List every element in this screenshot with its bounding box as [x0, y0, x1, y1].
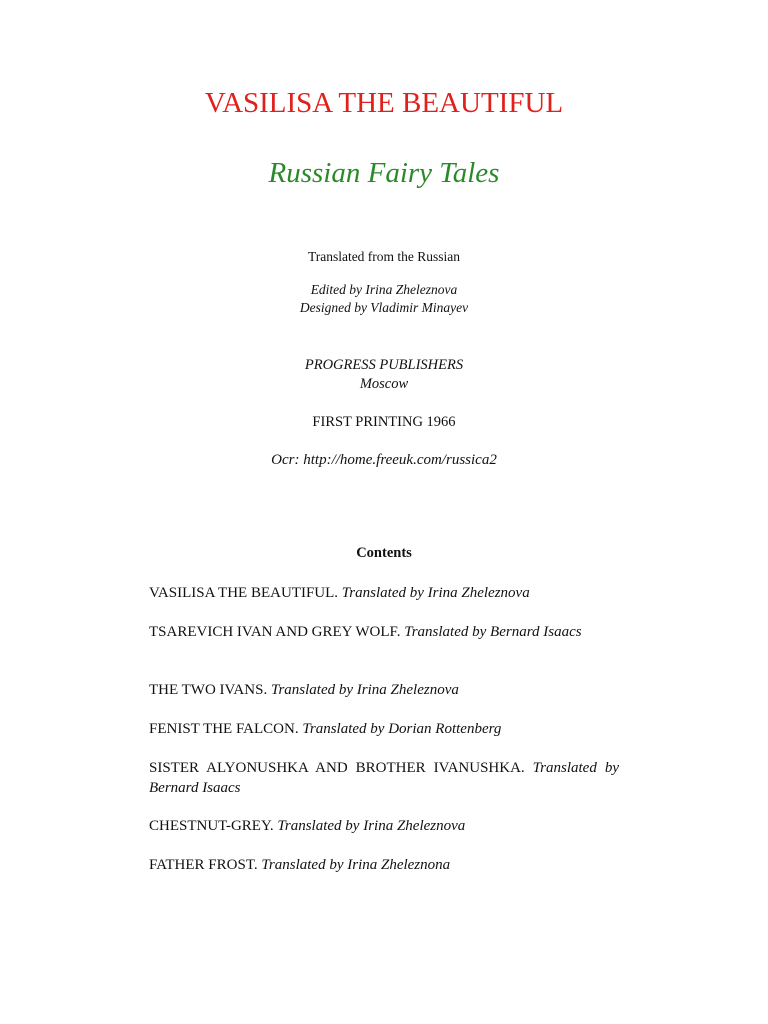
edited-by-line: Edited by Irina Zheleznova: [310, 282, 458, 297]
toc-item-title: CHESTNUT-GREY.: [149, 818, 274, 834]
book-title: VASILISA THE BEAUTIFUL: [204, 87, 564, 119]
toc-item-translator: Translated by Irina Zheleznova: [277, 818, 466, 834]
toc-item-title: THE TWO IVANS.: [149, 682, 268, 698]
publisher-city: Moscow: [359, 376, 409, 392]
toc-item-title: FATHER FROST.: [149, 857, 258, 873]
book-subtitle: Russian Fairy Tales: [268, 157, 500, 189]
toc-item: [149, 622, 619, 642]
toc-item-translator: Translated by Bernard Isaacs: [149, 760, 619, 796]
printing-line: FIRST PRINTING 1966: [312, 414, 456, 430]
toc-item-translator: Translated by Dorian Rottenberg: [302, 721, 502, 737]
toc-item: [149, 855, 619, 875]
toc-item: [149, 680, 619, 700]
toc-item-title: FENIST THE FALCON.: [149, 721, 299, 737]
toc-item-translator: Translated by Bernard Isaacs: [404, 624, 582, 640]
toc-item-translator: Translated by Irina Zheleznova: [341, 585, 530, 601]
toc-item: [149, 583, 619, 603]
toc-item-title: TSAREVICH IVAN AND GREY WOLF.: [149, 624, 401, 640]
ocr-source-line: Ocr: http://home.freeuk.com/russica2: [271, 452, 497, 468]
designed-by-line: Designed by Vladimir Minayev: [299, 300, 469, 315]
publisher-name: PROGRESS PUBLISHERS: [304, 357, 464, 373]
toc-item: [149, 719, 619, 739]
toc-item: [149, 816, 619, 836]
toc-item-title: VASILISA THE BEAUTIFUL.: [149, 585, 339, 601]
toc-item-translator: Translated by Irina Zheleznova: [270, 682, 459, 698]
toc-item-translator: Translated by Irina Zheleznona: [261, 857, 451, 873]
translated-from-line: Translated from the Russian: [307, 249, 461, 264]
contents-heading: Contents: [356, 545, 412, 561]
toc-item-title: SISTER ALYONUSHKA AND BROTHER IVANUSHKA.: [149, 760, 525, 776]
toc-item: [149, 758, 619, 798]
